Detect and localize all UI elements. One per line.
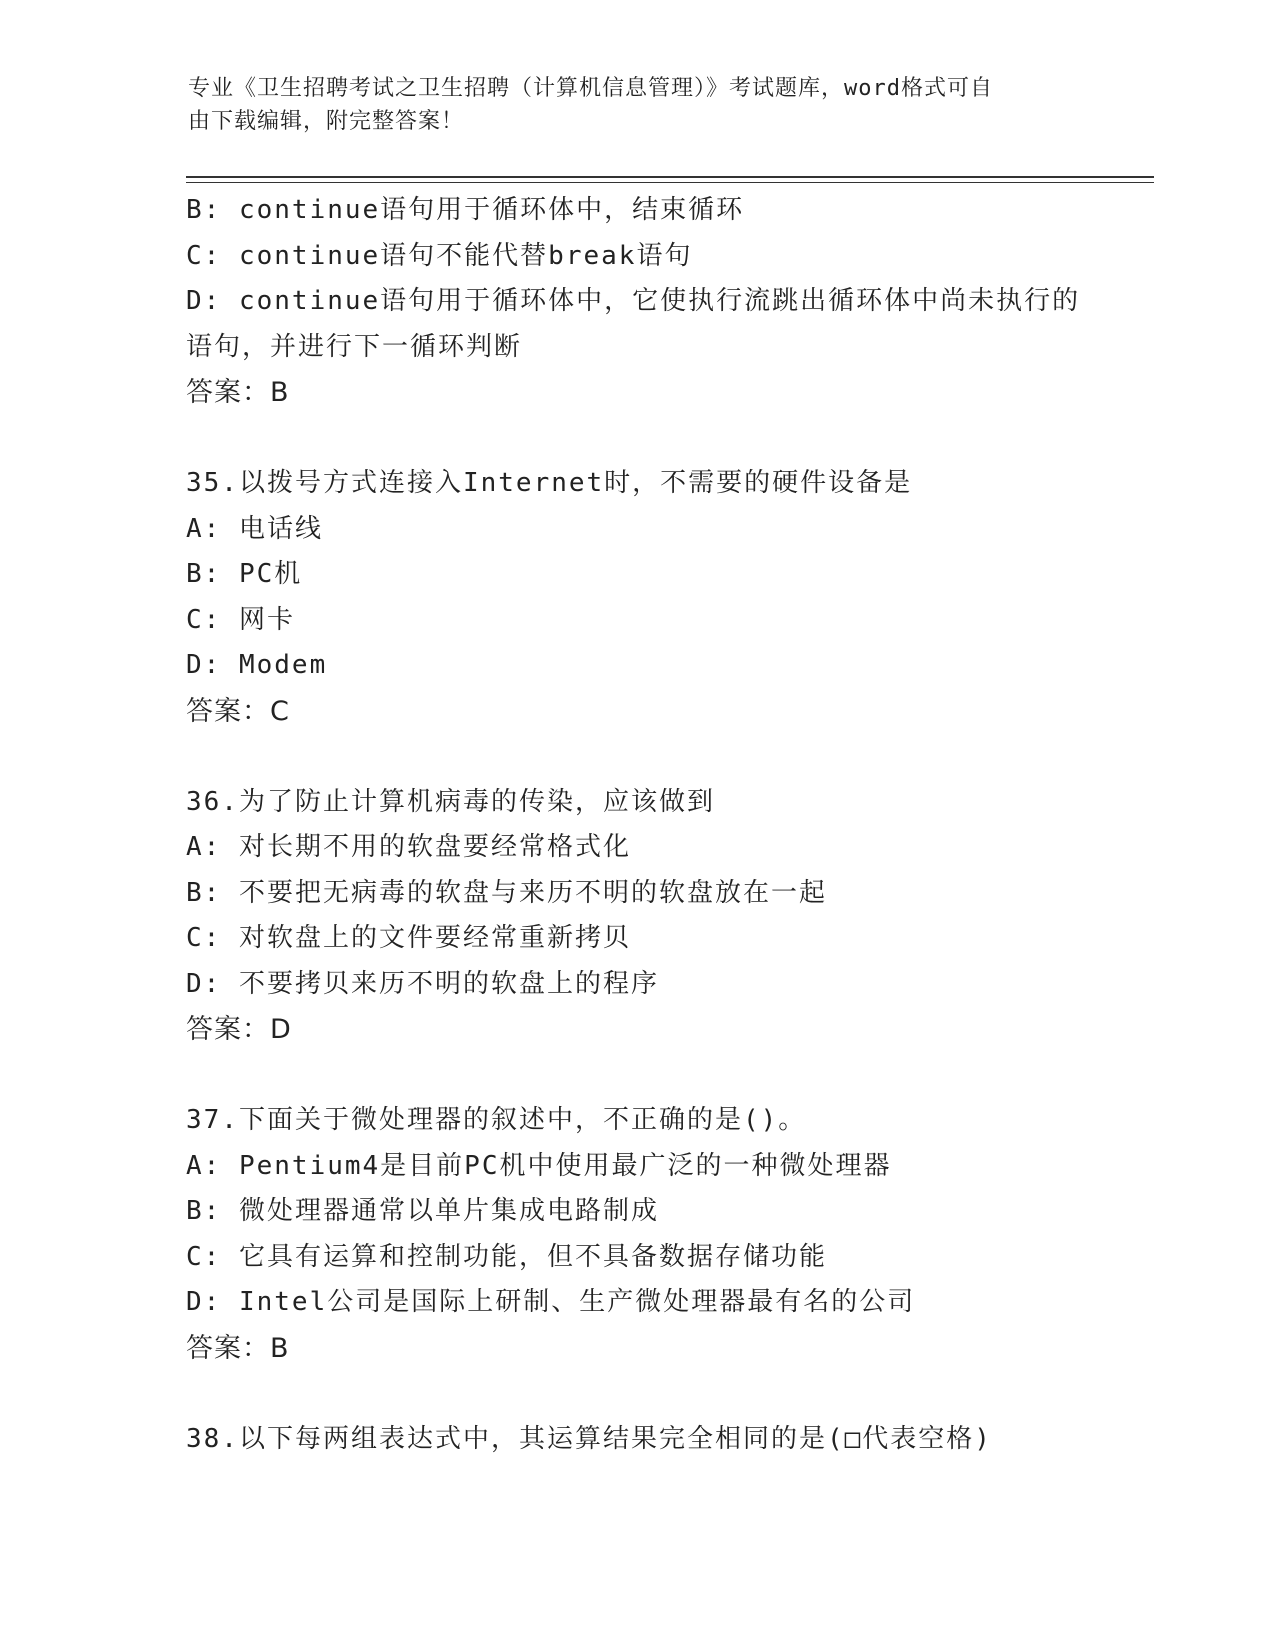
option-b: B: PC机 — [186, 559, 303, 589]
question-text: 38.以下每两组表达式中，其运算结果完全相同的是(□代表空格) — [186, 1423, 992, 1454]
question-36 — [186, 780, 1086, 1053]
option-d: D: Intel公司是国际上研制、生产微处理器最有名的公司 — [186, 1287, 916, 1317]
header-line-2: 由下载编辑，附完整答案！ — [188, 109, 465, 134]
option-d: D: continue语句用于循环体中，它使执行流跳出循环体中尚未执行的 — [186, 286, 1081, 316]
answer: 答案：C — [186, 695, 290, 727]
answer: 答案：D — [186, 1014, 292, 1045]
option-b: B: continue语句用于循环体中，结束循环 — [186, 195, 745, 225]
document-header — [188, 72, 1068, 138]
option-d-continued: 语句，并进行下一循环判断 — [186, 331, 523, 362]
question-text: 37.下面关于微处理器的叙述中，不正确的是()。 — [186, 1105, 807, 1135]
answer: 答案：B — [186, 1332, 290, 1364]
spacer — [186, 1371, 1086, 1417]
question-38 — [186, 1417, 1086, 1463]
header-rule-thin — [186, 182, 1154, 183]
option-c: C: continue语句不能代替break语句 — [186, 240, 693, 271]
option-b: B: 微处理器通常以单片集成电路制成 — [186, 1196, 659, 1226]
question-37 — [186, 1098, 1086, 1371]
option-a: A: 对长期不用的软盘要经常格式化 — [186, 832, 631, 862]
option-d: D: 不要拷贝来历不明的软盘上的程序 — [186, 968, 659, 999]
question-35 — [186, 461, 1086, 734]
question-34 — [186, 188, 1086, 416]
header-line-1: 专业《卫生招聘考试之卫生招聘（计算机信息管理）》考试题库，word格式可自 — [188, 76, 993, 101]
option-c: C: 它具有运算和控制功能，但不具备数据存储功能 — [186, 1241, 827, 1272]
option-c: C: 对软盘上的文件要经常重新拷贝 — [186, 923, 631, 953]
option-a: A: Pentium4是目前PC机中使用最广泛的一种微处理器 — [186, 1150, 892, 1181]
header-rule-thick — [186, 176, 1154, 178]
spacer — [186, 416, 1086, 462]
spacer — [186, 1053, 1086, 1099]
spacer — [186, 734, 1086, 780]
question-text: 35.以拨号方式连接入Internet时，不需要的硬件设备是 — [186, 468, 913, 498]
answer: 答案：B — [186, 377, 290, 408]
question-text: 36.为了防止计算机病毒的传染，应该做到 — [186, 786, 715, 817]
option-c: C: 网卡 — [186, 604, 295, 635]
option-b: B: 不要把无病毒的软盘与来历不明的软盘放在一起 — [186, 877, 827, 908]
option-d: D: Modem — [186, 650, 328, 680]
question-list — [186, 188, 1086, 1462]
option-a: A: 电话线 — [186, 513, 323, 544]
